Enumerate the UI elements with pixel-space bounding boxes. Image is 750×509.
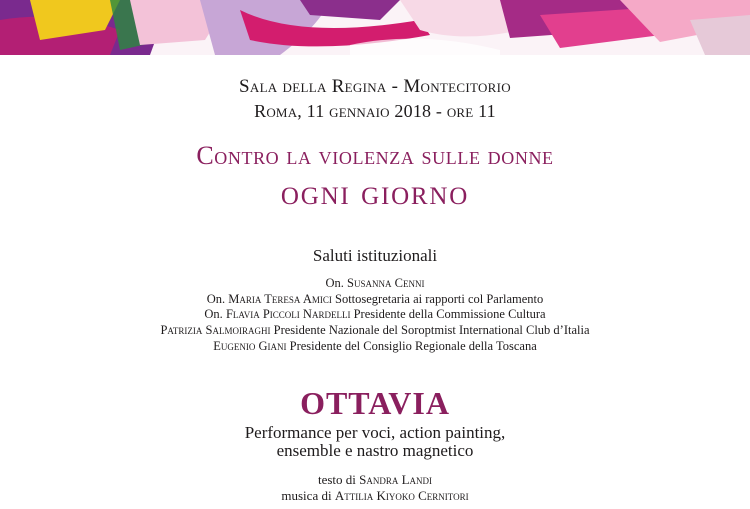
event-date: Roma, 11 gennaio 2018 - ore 11 (254, 101, 496, 121)
speaker-name: Susanna Cenni (347, 276, 425, 290)
performance-description-line2: ensemble e nastro magnetico (276, 441, 474, 460)
speaker-role: Presidente del Consiglio Regionale della Toscana (286, 339, 537, 353)
credit-text (0, 472, 750, 488)
speaker-role: Sottosegretaria ai rapporti col Parlamento (331, 292, 544, 306)
credit-name: Attilia Kiyoko Cernitori (334, 488, 469, 503)
speaker-role: Presidente della Commissione Cultura (350, 307, 546, 321)
speaker-name: Maria Teresa Amici (228, 292, 332, 306)
performance-description-line1: Performance per voci, action painting, (244, 423, 506, 442)
speaker-name: Patrizia Salmoiraghi (160, 323, 271, 337)
speaker-line (0, 306, 750, 323)
performance-title: OTTAVIA (300, 385, 450, 421)
abstract-painting-image (0, 0, 750, 55)
speaker-line (0, 322, 750, 339)
credit-prefix: testo di (317, 472, 360, 487)
speaker-role: Presidente Nazionale del Soroptmist International Club d’Italia (270, 323, 590, 337)
speaker-name: Eugenio Giani (213, 339, 287, 353)
event-title-line1: Contro la violenza sulle donne (196, 141, 554, 170)
speaker-prefix: On. (204, 307, 226, 321)
credit-prefix: musica di (281, 488, 335, 503)
event-venue: Sala della Regina - Montecitorio (239, 76, 511, 97)
speaker-prefix: On. (325, 276, 348, 290)
speaker-name: Flavia Piccoli Nardelli (225, 307, 351, 321)
event-title-line2: ogni giorno (280, 173, 470, 212)
credit-music (0, 488, 750, 504)
saluti-heading: Saluti istituzionali (312, 246, 438, 265)
speaker-line (0, 275, 750, 292)
credit-name: Sandra Landi (359, 472, 433, 487)
header-artwork-banner (0, 0, 750, 55)
speaker-prefix: On. (206, 292, 229, 306)
speaker-line (0, 338, 750, 355)
